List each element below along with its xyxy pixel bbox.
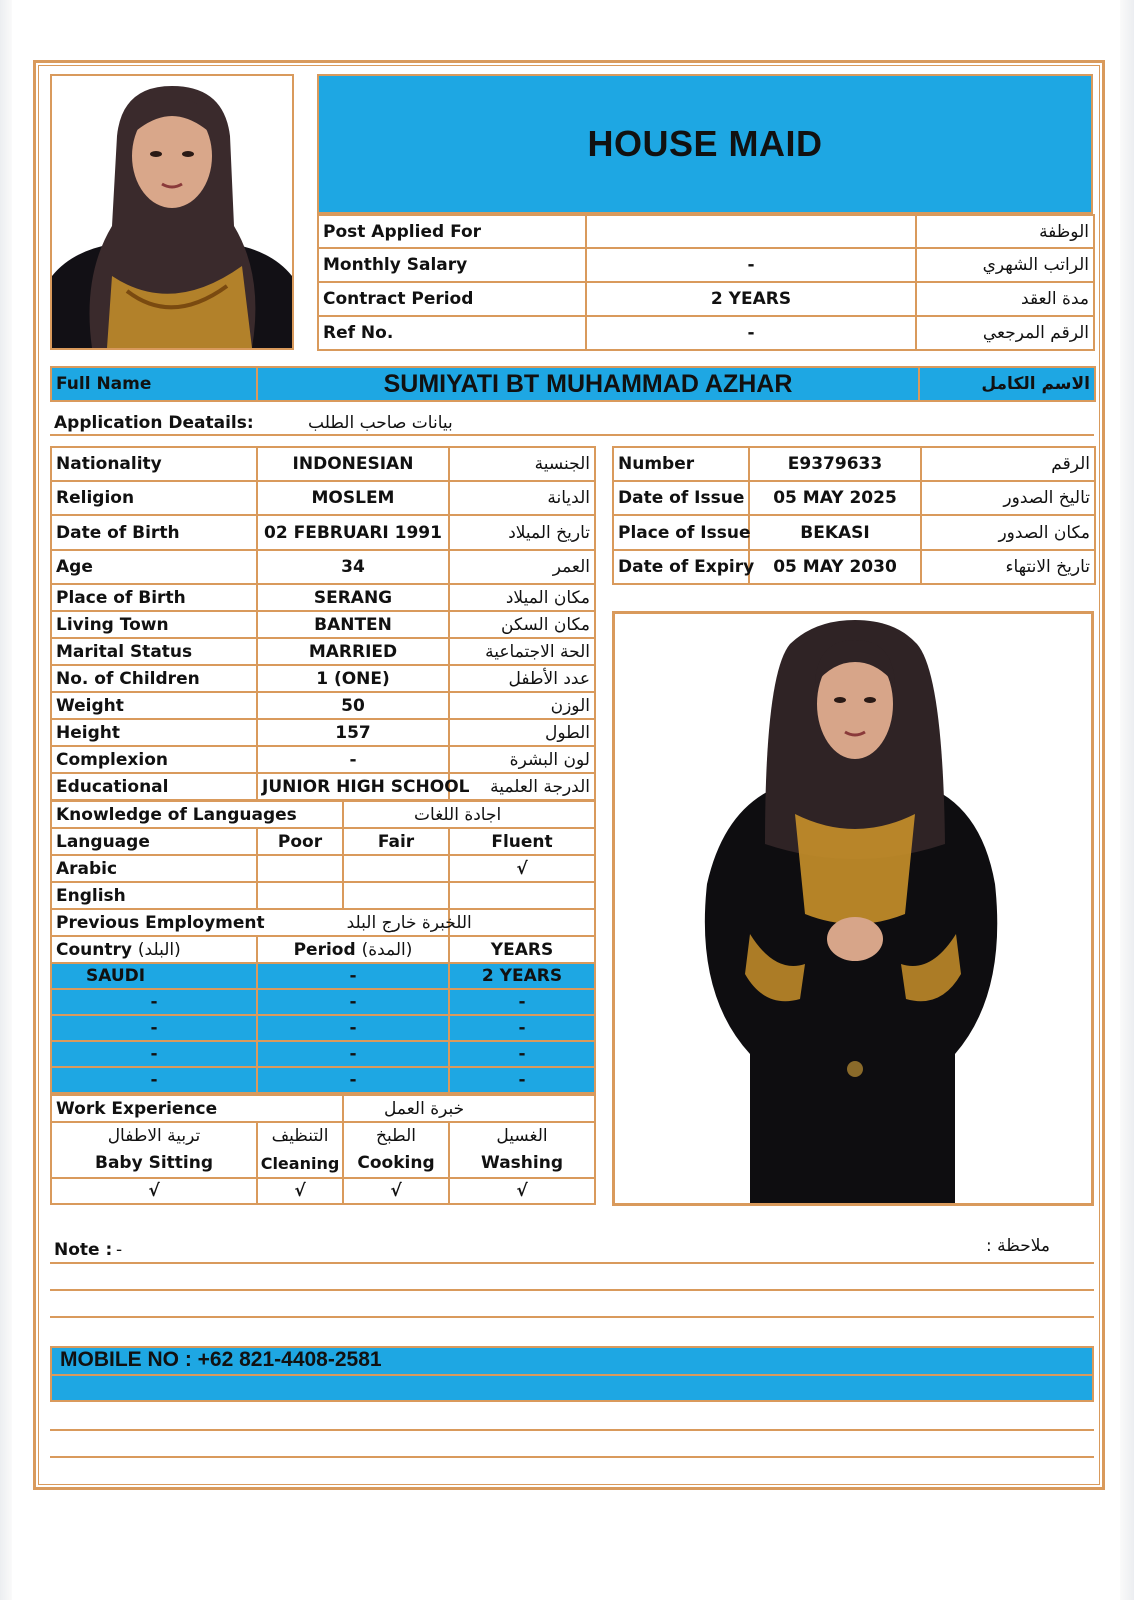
previous-employment-label: Previous Employment <box>56 912 265 933</box>
previous-employment-arabic: اللخبرة خارج البلد <box>346 912 472 933</box>
period-header-arabic: (المدة) <box>361 939 413 960</box>
table-row <box>51 638 595 665</box>
table-row <box>51 692 595 719</box>
languages-heading: Knowledge of Languages <box>51 801 343 828</box>
skill-english: Baby Sitting <box>94 1153 214 1173</box>
table-row <box>51 746 595 773</box>
post-applied-arabic: الوظفة <box>916 215 1094 248</box>
skill-checkmark: √ <box>51 1178 257 1204</box>
ref-no-label: Ref No. <box>318 316 586 350</box>
contract-period-arabic: مدة العقد <box>916 282 1094 316</box>
full-name-value: SUMIYATI BT MUHAMMAD AZHAR <box>257 367 919 401</box>
table-row <box>51 882 595 909</box>
table-row <box>51 1015 595 1041</box>
place-of-issue-arabic: مكان الصدور <box>921 515 1095 550</box>
children-arabic: عدد الأطفل <box>449 665 595 692</box>
skill-arabic: التنظيف <box>271 1126 329 1146</box>
ref-no-value: - <box>586 316 916 350</box>
table-row <box>51 989 595 1015</box>
weight-arabic: الوزن <box>449 692 595 719</box>
place-of-birth-value: SERANG <box>257 584 449 611</box>
table-row <box>613 447 1095 481</box>
date-of-birth-arabic: تاريخ الميلاد <box>449 515 595 550</box>
previous-employment-heading <box>51 909 472 936</box>
table-row <box>51 550 595 584</box>
language-poor <box>257 855 343 882</box>
fluent-col-header: Fluent <box>449 828 595 855</box>
date-of-birth-value: 02 FEBRUARI 1991 <box>257 515 449 550</box>
skill-arabic: الغسيل <box>496 1126 548 1146</box>
skill-english: Cooking <box>357 1153 435 1173</box>
table-row <box>613 481 1095 515</box>
monthly-salary-label: Monthly Salary <box>318 248 586 282</box>
table-row <box>51 855 595 882</box>
employment-country: - <box>51 1015 257 1041</box>
country-col-header <box>51 936 257 963</box>
employment-period: - <box>257 989 449 1015</box>
living-town-value: BANTEN <box>257 611 449 638</box>
languages-table <box>50 800 596 910</box>
skill-cooking <box>343 1122 449 1178</box>
living-town-arabic: مكان السكن <box>449 611 595 638</box>
table-row <box>51 515 595 550</box>
complexion-arabic: لون البشرة <box>449 746 595 773</box>
previous-employment-table <box>50 908 596 1094</box>
employment-years: - <box>449 1067 595 1093</box>
years-col-header: YEARS <box>449 936 595 963</box>
place-of-birth-arabic: مكان الميلاد <box>449 584 595 611</box>
title-banner <box>317 74 1093 214</box>
application-details-arabic: بيانات صاحب الطلب <box>308 413 453 433</box>
full-name-arabic: الاسم الكامل <box>919 367 1095 401</box>
table-row <box>51 665 595 692</box>
person-full-body-icon <box>615 614 1091 1203</box>
table-row <box>51 828 595 855</box>
contract-period-label: Contract Period <box>318 282 586 316</box>
children-label: No. of Children <box>51 665 257 692</box>
skill-arabic: تربية الاطفال <box>107 1126 201 1146</box>
date-of-issue-value: 05 MAY 2025 <box>749 481 921 515</box>
table-row <box>51 963 595 989</box>
language-poor <box>257 882 343 909</box>
table-row <box>51 1067 595 1093</box>
table-row <box>51 1095 595 1122</box>
nationality-label: Nationality <box>51 447 257 481</box>
passport-number-value: E9379633 <box>749 447 921 481</box>
table-row <box>318 282 1094 316</box>
employment-country: SAUDI <box>51 963 257 989</box>
ref-no-arabic: الرقم المرجعي <box>916 316 1094 350</box>
table-row <box>51 584 595 611</box>
employment-country: - <box>51 989 257 1015</box>
skill-english: Cleaning <box>260 1154 340 1173</box>
application-details-label: Application Deatails: <box>54 413 254 433</box>
complexion-label: Complexion <box>51 746 257 773</box>
employment-period: - <box>257 1015 449 1041</box>
date-of-expiry-arabic: تاريخ الانتهاء <box>921 550 1095 584</box>
post-applied-value <box>586 215 916 248</box>
place-of-birth-label: Place of Birth <box>51 584 257 611</box>
religion-arabic: الديانة <box>449 481 595 515</box>
note-arabic: ملاحظة : <box>986 1236 1050 1256</box>
personal-details-table <box>50 446 596 801</box>
mobile-number: MOBILE NO : +62 821-4408-2581 <box>60 1348 382 1371</box>
employment-years: 2 YEARS <box>449 963 595 989</box>
age-value: 34 <box>257 550 449 584</box>
marital-status-value: MARRIED <box>257 638 449 665</box>
post-applied-label: Post Applied For <box>318 215 586 248</box>
work-experience-table <box>50 1094 596 1205</box>
table-row <box>613 515 1095 550</box>
full-name-label: Full Name <box>51 367 257 401</box>
language-fluent: √ <box>449 855 595 882</box>
employment-period: - <box>257 963 449 989</box>
skill-checkmark: √ <box>257 1178 343 1204</box>
full-name-bar <box>50 366 1096 402</box>
language-name: English <box>51 882 257 909</box>
age-arabic: العمر <box>449 550 595 584</box>
period-header-text: Period <box>293 939 356 960</box>
passport-number-arabic: الرقم <box>921 447 1095 481</box>
weight-label: Weight <box>51 692 257 719</box>
table-row <box>51 719 595 746</box>
place-of-issue-label: Place of Issue <box>613 515 749 550</box>
skill-checkmark: √ <box>343 1178 449 1204</box>
note-label: Note : <box>54 1240 113 1260</box>
date-of-expiry-label: Date of Expiry <box>613 550 749 584</box>
marital-status-arabic: الحة الاجتماعية <box>449 638 595 665</box>
work-experience-label: Work Experience <box>51 1095 343 1122</box>
place-of-issue-value: BEKASI <box>749 515 921 550</box>
employment-country: - <box>51 1067 257 1093</box>
skill-cleaning <box>257 1122 343 1178</box>
table-row <box>613 550 1095 584</box>
contract-period-value: 2 YEARS <box>586 282 916 316</box>
table-row <box>51 611 595 638</box>
living-town-label: Living Town <box>51 611 257 638</box>
marital-status-label: Marital Status <box>51 638 257 665</box>
job-info-table <box>317 214 1095 351</box>
height-value: 157 <box>257 719 449 746</box>
table-row <box>51 1178 595 1204</box>
height-label: Height <box>51 719 257 746</box>
languages-heading-arabic: اجادة اللغات <box>343 801 595 828</box>
full-body-photo <box>612 611 1094 1206</box>
employment-years: - <box>449 1041 595 1067</box>
table-row <box>51 1041 595 1067</box>
table-row <box>51 909 595 936</box>
weight-value: 50 <box>257 692 449 719</box>
table-row <box>51 1122 595 1178</box>
employment-period: - <box>257 1067 449 1093</box>
person-headshot-icon <box>52 76 292 348</box>
work-experience-arabic: خبرة العمل <box>343 1095 595 1122</box>
date-of-expiry-value: 05 MAY 2030 <box>749 550 921 584</box>
skill-baby-sitting <box>51 1122 257 1178</box>
religion-label: Religion <box>51 481 257 515</box>
monthly-salary-value: - <box>586 248 916 282</box>
skill-arabic: الطبخ <box>376 1126 416 1146</box>
language-fluent <box>449 882 595 909</box>
education-arabic: الدرجة العلمية <box>449 773 595 800</box>
passport-table <box>612 446 1096 585</box>
table-row <box>318 248 1094 282</box>
table-row <box>51 801 595 828</box>
employment-years: - <box>449 1015 595 1041</box>
table-row <box>51 773 595 800</box>
age-label: Age <box>51 550 257 584</box>
table-row <box>318 316 1094 350</box>
language-col-header: Language <box>51 828 257 855</box>
table-row <box>318 215 1094 248</box>
table-row <box>51 936 595 963</box>
children-value: 1 (ONE) <box>257 665 449 692</box>
nationality-arabic: الجنسية <box>449 447 595 481</box>
monthly-salary-arabic: الراتب الشهري <box>916 248 1094 282</box>
passport-number-label: Number <box>613 447 749 481</box>
complexion-value: - <box>257 746 449 773</box>
language-fair <box>343 855 449 882</box>
mobile-number-bar <box>50 1346 1094 1402</box>
skill-english: Washing <box>481 1153 563 1173</box>
language-fair <box>343 882 449 909</box>
table-row <box>51 481 595 515</box>
country-header-arabic: (البلد) <box>137 939 181 960</box>
employment-country: - <box>51 1041 257 1067</box>
date-of-issue-label: Date of Issue <box>613 481 749 515</box>
date-of-birth-label: Date of Birth <box>51 515 257 550</box>
education-label: Educational <box>51 773 257 800</box>
page-title: HOUSE MAID <box>587 123 823 164</box>
employment-period: - <box>257 1041 449 1067</box>
date-of-issue-arabic: تاليخ الصدور <box>921 481 1095 515</box>
fair-col-header: Fair <box>343 828 449 855</box>
poor-col-header: Poor <box>257 828 343 855</box>
religion-value: MOSLEM <box>257 481 449 515</box>
employment-years: - <box>449 989 595 1015</box>
note-value: - <box>116 1240 123 1260</box>
table-row <box>51 447 595 481</box>
language-name: Arabic <box>51 855 257 882</box>
skill-checkmark: √ <box>449 1178 595 1204</box>
headshot-photo <box>50 74 294 350</box>
nationality-value: INDONESIAN <box>257 447 449 481</box>
skill-washing <box>449 1122 595 1178</box>
period-col-header <box>257 936 449 963</box>
education-value: JUNIOR HIGH SCHOOL <box>257 773 449 800</box>
height-arabic: الطول <box>449 719 595 746</box>
country-header-text: Country <box>56 939 132 960</box>
